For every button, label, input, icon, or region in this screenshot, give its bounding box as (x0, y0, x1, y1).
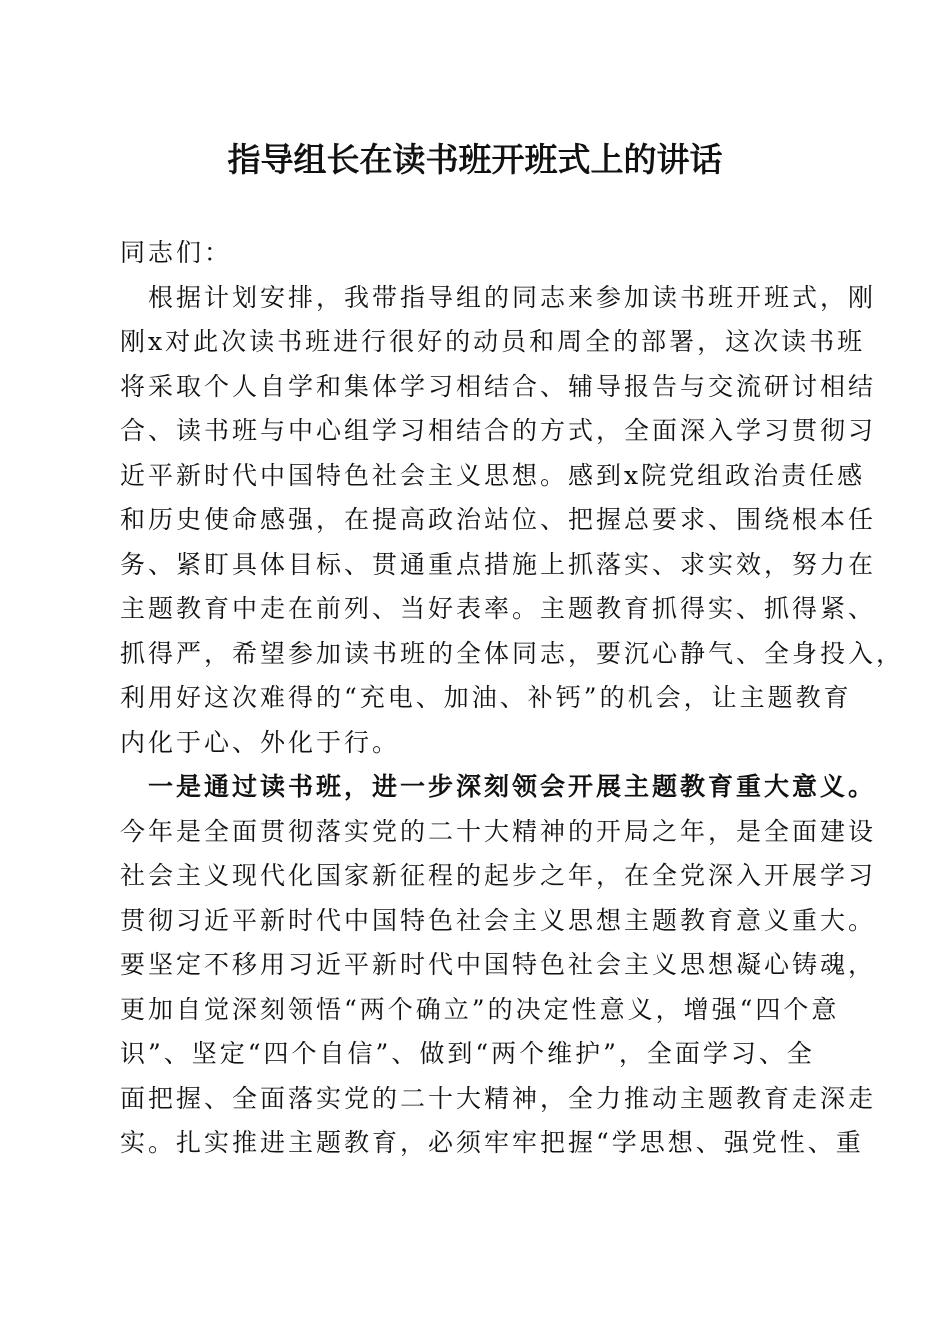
salutation: 同志们： (120, 238, 233, 267)
paragraph-line: 和历史使命感强，在提高政治站位、把握总要求、围绕根本任 (120, 505, 877, 534)
paragraph-line: 社会主义现代化国家新征程的起步之年，在全党深入开展学习 (120, 861, 877, 890)
paragraph-line: 务、紧盯具体目标、贯通重点措施上抓落实、求实效，努力在 (120, 550, 877, 579)
document-title: 指导组长在读书班开班式上的讲话 (227, 140, 723, 179)
paragraph-line: 利用好这次难得的“充电、加油、补钙”的机会，让主题教育 (120, 683, 852, 712)
paragraph-line: 要坚定不移用习近平新时代中国特色社会主义思想凝心铸魂， (120, 950, 877, 979)
paragraph-line: 主题教育中走在前列、当好表率。主题教育抓得实、抓得紧、 (120, 594, 877, 623)
paragraph-line: 识”、坚定“四个自信”、做到“两个维护”，全面学习、全 (120, 1039, 815, 1068)
paragraph-line: 合、读书班与中心组学习相结合的方式，全面深入学习贯彻习 (120, 416, 877, 445)
paragraph-line: 实。扎实推进主题教育，必须牢牢把握“学思想、强党性、重 (120, 1128, 864, 1157)
paragraph-line: 抓得严，希望参加读书班的全体同志，要沉心静气、全身投入， (120, 639, 905, 668)
paragraph-line: 刚x对此次读书班进行很好的动员和周全的部署，这次读书班 (120, 327, 866, 356)
paragraph-line: 内化于心、外化于行。 (120, 728, 401, 757)
paragraph-line: 贯彻习近平新时代中国特色社会主义思想主题教育意义重大。 (120, 906, 877, 935)
paragraph-line: 今年是全面贯彻落实党的二十大精神的开局之年，是全面建设 (120, 817, 877, 846)
paragraph-line: 将采取个人自学和集体学习相结合、辅导报告与交流研讨相结 (120, 372, 877, 401)
section-heading-line: 一是通过读书班，进一步深刻领会开展主题教育重大意义。 (120, 772, 877, 801)
paragraph-line: 面把握、全面落实党的二十大精神，全力推动主题教育走深走 (120, 1084, 877, 1113)
paragraph-line: 更加自觉深刻领悟“两个确立”的决定性意义，增强“四个意 (120, 995, 840, 1024)
paragraph-line: 近平新时代中国特色社会主义思想。感到x院党组政治责任感 (120, 461, 866, 490)
paragraph-line: 根据计划安排，我带指导组的同志来参加读书班开班式，刚 (120, 283, 877, 312)
